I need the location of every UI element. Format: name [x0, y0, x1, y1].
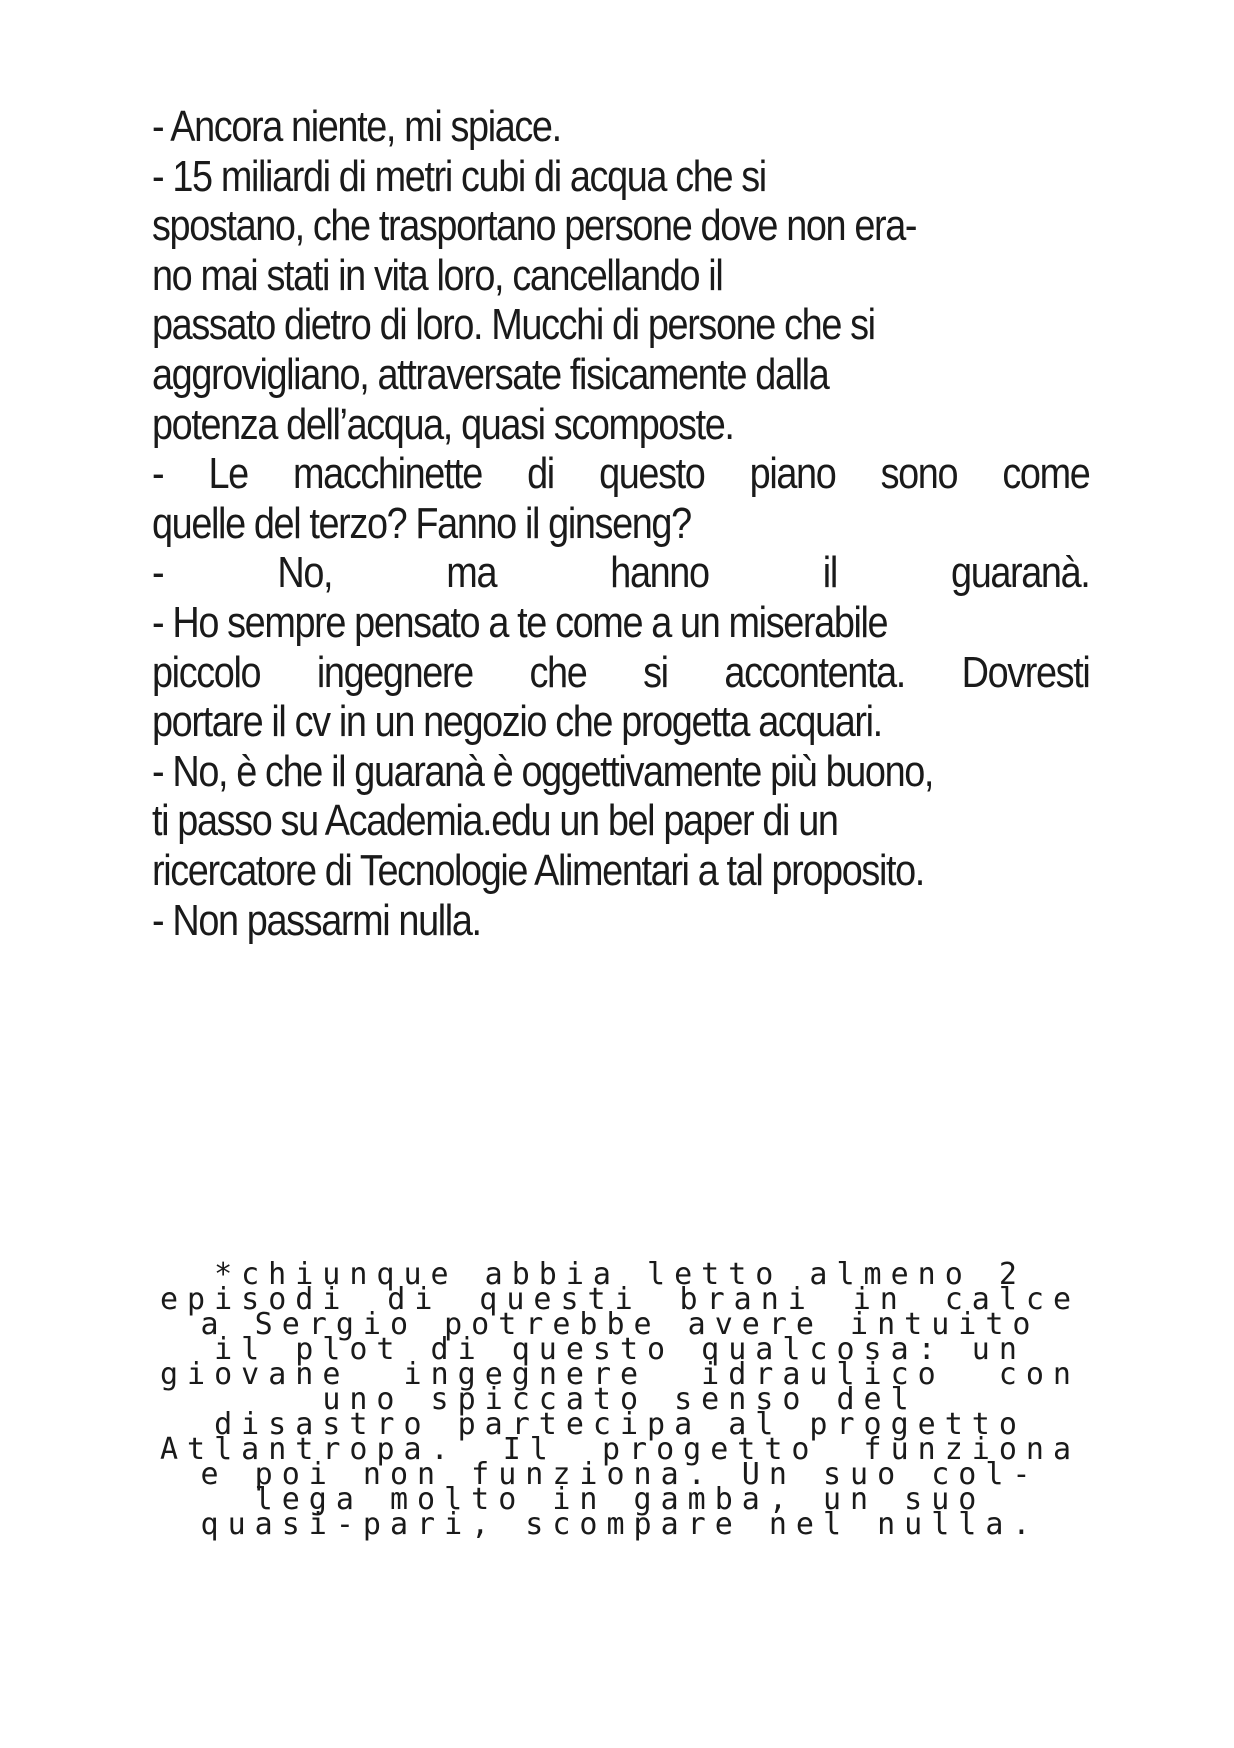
dialogue-line: piccolo ingegnere che si accontenta. Dovresti	[152, 647, 1090, 697]
dialogue-line: quelle del terzo? Fanno il ginseng?	[152, 498, 691, 548]
dialogue-line: - Le macchinette di questo piano sono come	[152, 449, 1090, 499]
dialogue-line: - No, ma hanno il guaranà.	[152, 548, 1090, 598]
dialogue-line: passato dietro di loro. Mucchi di persone che si	[152, 300, 875, 350]
dialogue-line: portare il cv in un negozio che progetta acquari.	[152, 697, 882, 747]
dialogue-line: spostano, che trasportano persone dove non era-	[152, 201, 917, 251]
dialogue-line: - Ancora niente, mi spiace.	[152, 102, 561, 151]
footnote-line: il plot di questo qualcosa: un	[214, 1332, 1026, 1367]
footnote-line: uno spiccato senso del	[322, 1382, 918, 1417]
footnote-line: disastro partecipa al progetto	[214, 1407, 1026, 1442]
dialogue-line: - Ho sempre pensato a te come a un miserabile	[152, 597, 888, 647]
footnote-line: episodi di questi brani in calce	[160, 1282, 1080, 1317]
dialogue-line: - Non passarmi nulla.	[152, 895, 481, 945]
dialogue-line: - No, è che il guaranà è oggettivamente più buono,	[152, 746, 934, 796]
footnote-line: e poi non funziona. Un suo col-	[200, 1457, 1040, 1492]
footnote-line: *chiunque abbia letto almeno 2	[214, 1257, 1026, 1292]
dialogue-line: no mai stati in vita loro, cancellando il	[152, 250, 723, 300]
dialogue-line: ti passo su Academia.edu un bel paper di un	[152, 796, 838, 846]
dialogue-line: - 15 miliardi di metri cubi di acqua che si	[152, 151, 766, 201]
footnote-line: giovane ingegnere idraulico con	[160, 1357, 1080, 1392]
footnote-line: a Sergio potrebbe avere intuito	[200, 1307, 1040, 1342]
footnote-line: Atlantropa. Il progetto funziona	[160, 1432, 1080, 1467]
dialogue-block	[152, 102, 1089, 945]
footnote-block	[160, 1257, 1080, 1542]
footnote-line: lega molto in gamba, un suo	[254, 1482, 986, 1517]
dialogue-line: potenza dell’acqua, quasi scomposte.	[152, 399, 734, 449]
dialogue-line: ricercatore di Tecnologie Alimentari a tal proposito.	[152, 845, 924, 895]
footnote-line: quasi-pari, scompare nel nulla.	[200, 1507, 1040, 1542]
dialogue-line: aggrovigliano, attraversate fisicamente dalla	[152, 349, 829, 399]
